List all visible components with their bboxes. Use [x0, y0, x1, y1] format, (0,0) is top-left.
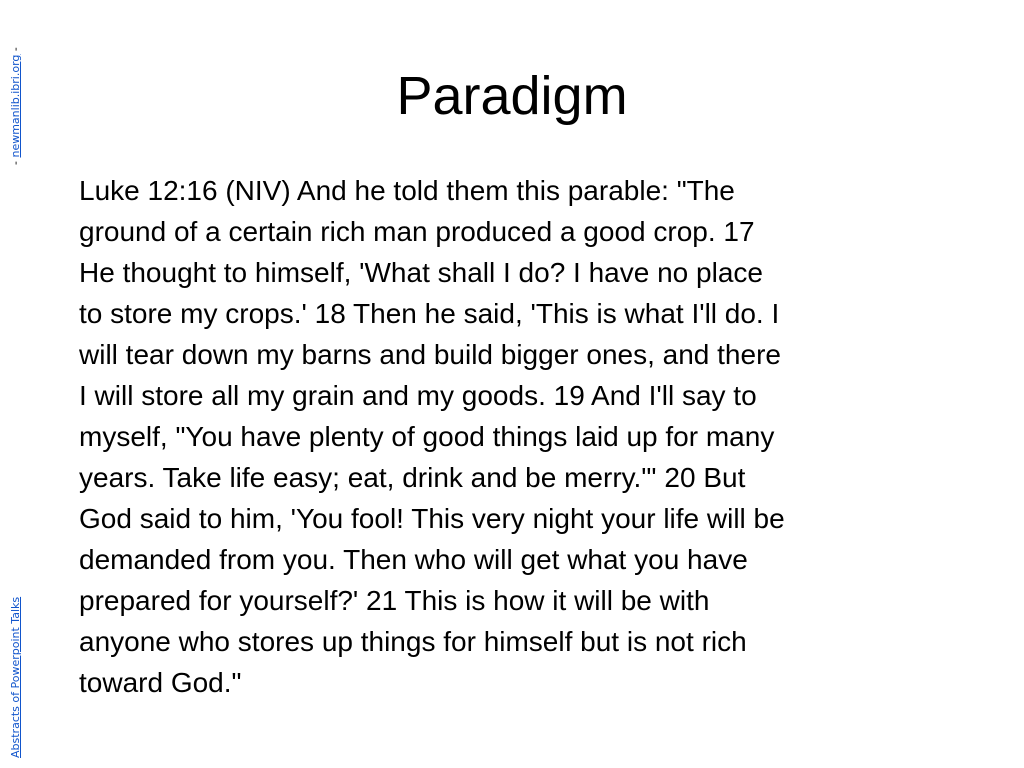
- site-link-prefix: -: [9, 157, 22, 165]
- abstracts-link-line: [9, 597, 22, 758]
- site-link[interactable]: newmanlib.ibri.org: [9, 54, 22, 158]
- abstracts-link[interactable]: Abstracts of Powerpoint Talks: [9, 596, 22, 758]
- slide-title: Paradigm: [396, 66, 628, 126]
- scripture-text: Luke 12:16 (NIV) And he told them this parable: "The ground of a certain rich man produced a good crop. 17 He thought to himself, 'What shall I do? I have no place to store my crops.' 18 Then he said, 'This is what I'll do. I will tear down my barns and build bigger ones, and there I will store all my grain and my goods. 19 And I'll say to myself, "You have plenty of good things laid up for many years. Take life easy; eat, drink and be merry."' 20 But God said to him, 'You fool! This very night your life will be demanded from you. Then who will get what you have prepared for yourself?' 21 This is how it will be with anyone who stores up things for himself but is not rich toward God.": [79, 175, 785, 698]
- site-link-suffix: -: [9, 47, 22, 55]
